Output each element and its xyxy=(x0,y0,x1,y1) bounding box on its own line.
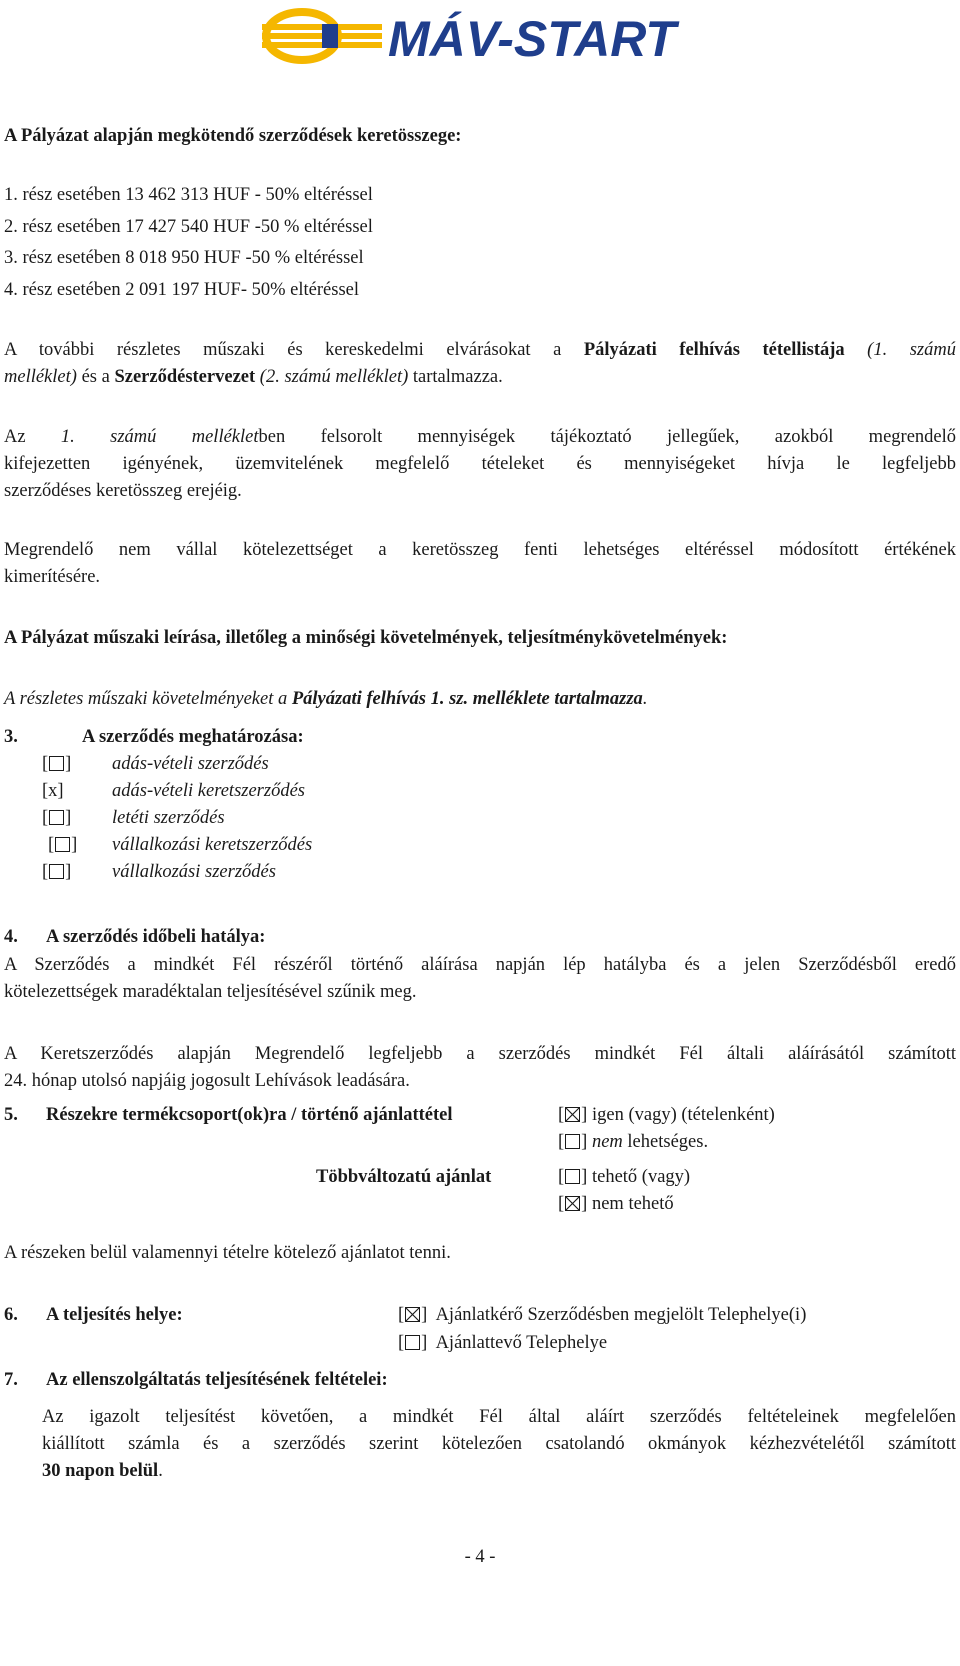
section4-paragraph1: A Szerződés a mindkét Fél részéről történő aláírása napján lép hatályba és a jelen Szerződésből eredő kötelezettségek maradéktalan teljesítésével szűnik meg. xyxy=(4,955,956,1002)
page-number: - 4 - xyxy=(464,1547,496,1567)
section5-number: 5. xyxy=(4,1105,18,1125)
section5-note: A részeken belül valamennyi tételre kötelező ajánlatot tenni. xyxy=(4,1243,451,1263)
contract-type-checkbox: [ ] xyxy=(48,835,78,855)
contract-type-label: letéti szerződés xyxy=(112,808,225,828)
contract-type-label: adás-vételi keretszerződés xyxy=(112,781,305,801)
checkbox-checked-icon xyxy=(565,1107,580,1122)
framework-item: 4. rész esetében 2 091 197 HUF- 50% eltéréssel xyxy=(4,280,359,300)
checkbox-checked-icon xyxy=(405,1307,420,1322)
section4-number: 4. xyxy=(4,927,18,947)
section5-title: Részekre termékcsoport(ok)ra / történő ajánlattétel xyxy=(46,1105,453,1125)
technical-heading: A Pályázat műszaki leírása, illetőleg a minőségi követelmények, teljesítménykövetelmények: xyxy=(4,628,728,648)
checkbox-empty-icon xyxy=(55,837,70,852)
partial-bid-option-yes: [ ] igen (vagy) (tételenként) xyxy=(558,1105,775,1125)
details-paragraph: A további részletes műszaki és kereskedelmi elvárásokat a Pályázati felhívás tétellistája (1. számú melléklet) és a Szerződéstervezet (2. számú melléklet) tartalmazza. xyxy=(4,340,956,387)
checkbox-checked-icon xyxy=(565,1196,580,1211)
section7-title: Az ellenszolgáltatás teljesítésének feltételei: xyxy=(46,1370,388,1390)
checkbox-empty-icon xyxy=(565,1169,580,1184)
checkbox-empty-icon xyxy=(49,864,64,879)
contract-type-checkbox: [ ] xyxy=(42,808,72,828)
contract-type-checkbox: [ ] xyxy=(42,754,72,774)
checkbox-empty-icon xyxy=(565,1134,580,1149)
framework-item: 1. rész esetében 13 462 313 HUF - 50% eltéréssel xyxy=(4,185,373,205)
contract-type-checkbox-checked: [x] xyxy=(42,781,64,801)
partial-bid-option-no: [ ] nem lehetséges. xyxy=(558,1132,709,1152)
section4-paragraph2: A Keretszerződés alapján Megrendelő legfeljebb a szerződés mindkét Fél általi aláírásától számított 24. hónap utolsó napjáig jogosult Lehívások leadására. xyxy=(4,1044,956,1091)
section3-title: A szerződés meghatározása: xyxy=(82,727,304,747)
logo-emblem-icon xyxy=(262,8,676,67)
checkbox-empty-icon xyxy=(49,756,64,771)
mav-start-logo xyxy=(262,8,676,67)
section7-number: 7. xyxy=(4,1370,18,1390)
section6-number: 6. xyxy=(4,1305,18,1325)
logo-text: MÁV-START xyxy=(388,11,676,67)
section6-title: A teljesítés helye: xyxy=(46,1305,183,1325)
quantities-paragraph: Az 1. számú mellékletben felsorolt mennyiségek tájékoztató jellegűek, azokból megrendelő kifejezetten igényének, üzemvitelének megfelelő tételeket és mennyiségeket hívja le legfeljebb szerződéses keretösszeg erejéig. xyxy=(4,427,957,501)
contract-type-checkbox: [ ] xyxy=(42,862,72,882)
contract-type-label: adás-vételi szerződés xyxy=(112,754,269,774)
section7-paragraph: Az igazolt teljesítést követően, a mindkét Fél által aláírt szerződés feltételeinek megfelelően kiállított számla és a szerződés szerint kötelezően csatolandó okmányok kézhezvételétől számított 30 napon belül. xyxy=(42,1407,956,1481)
variant-bid-option-not-allowed: [ ] nem tehető xyxy=(558,1194,674,1214)
contract-type-label: vállalkozási keretszerződés xyxy=(112,835,313,855)
section4-title: A szerződés időbeli hatálya: xyxy=(46,927,266,947)
place-option-customer: [ ] Ajánlatkérő Szerződésben megjelölt Telephelye(i) xyxy=(398,1305,807,1325)
technical-text: A részletes műszaki követelményeket a Pályázati felhívás 1. sz. melléklete tartalmazza. xyxy=(4,689,648,709)
checkbox-empty-icon xyxy=(405,1335,420,1350)
framework-item: 2. rész esetében 17 427 540 HUF -50 % eltéréssel xyxy=(4,217,373,237)
exhaustion-paragraph: Megrendelő nem vállal kötelezettséget a keretösszeg fenti lehetséges eltéréssel módosított értékének kimerítésére. xyxy=(4,540,956,587)
framework-heading: A Pályázat alapján megkötendő szerződések keretösszege: xyxy=(4,126,462,146)
place-option-bidder: [ ] Ajánlattevő Telephelye xyxy=(398,1333,608,1353)
variant-bid-title: Többváltozatú ajánlat xyxy=(316,1167,492,1187)
section3-number: 3. xyxy=(4,727,18,747)
contract-type-label: vállalkozási szerződés xyxy=(112,862,276,882)
framework-item: 3. rész esetében 8 018 950 HUF -50 % eltéréssel xyxy=(4,248,364,268)
variant-bid-option-allowed: [ ] tehető (vagy) xyxy=(558,1167,691,1187)
checkbox-empty-icon xyxy=(49,810,64,825)
